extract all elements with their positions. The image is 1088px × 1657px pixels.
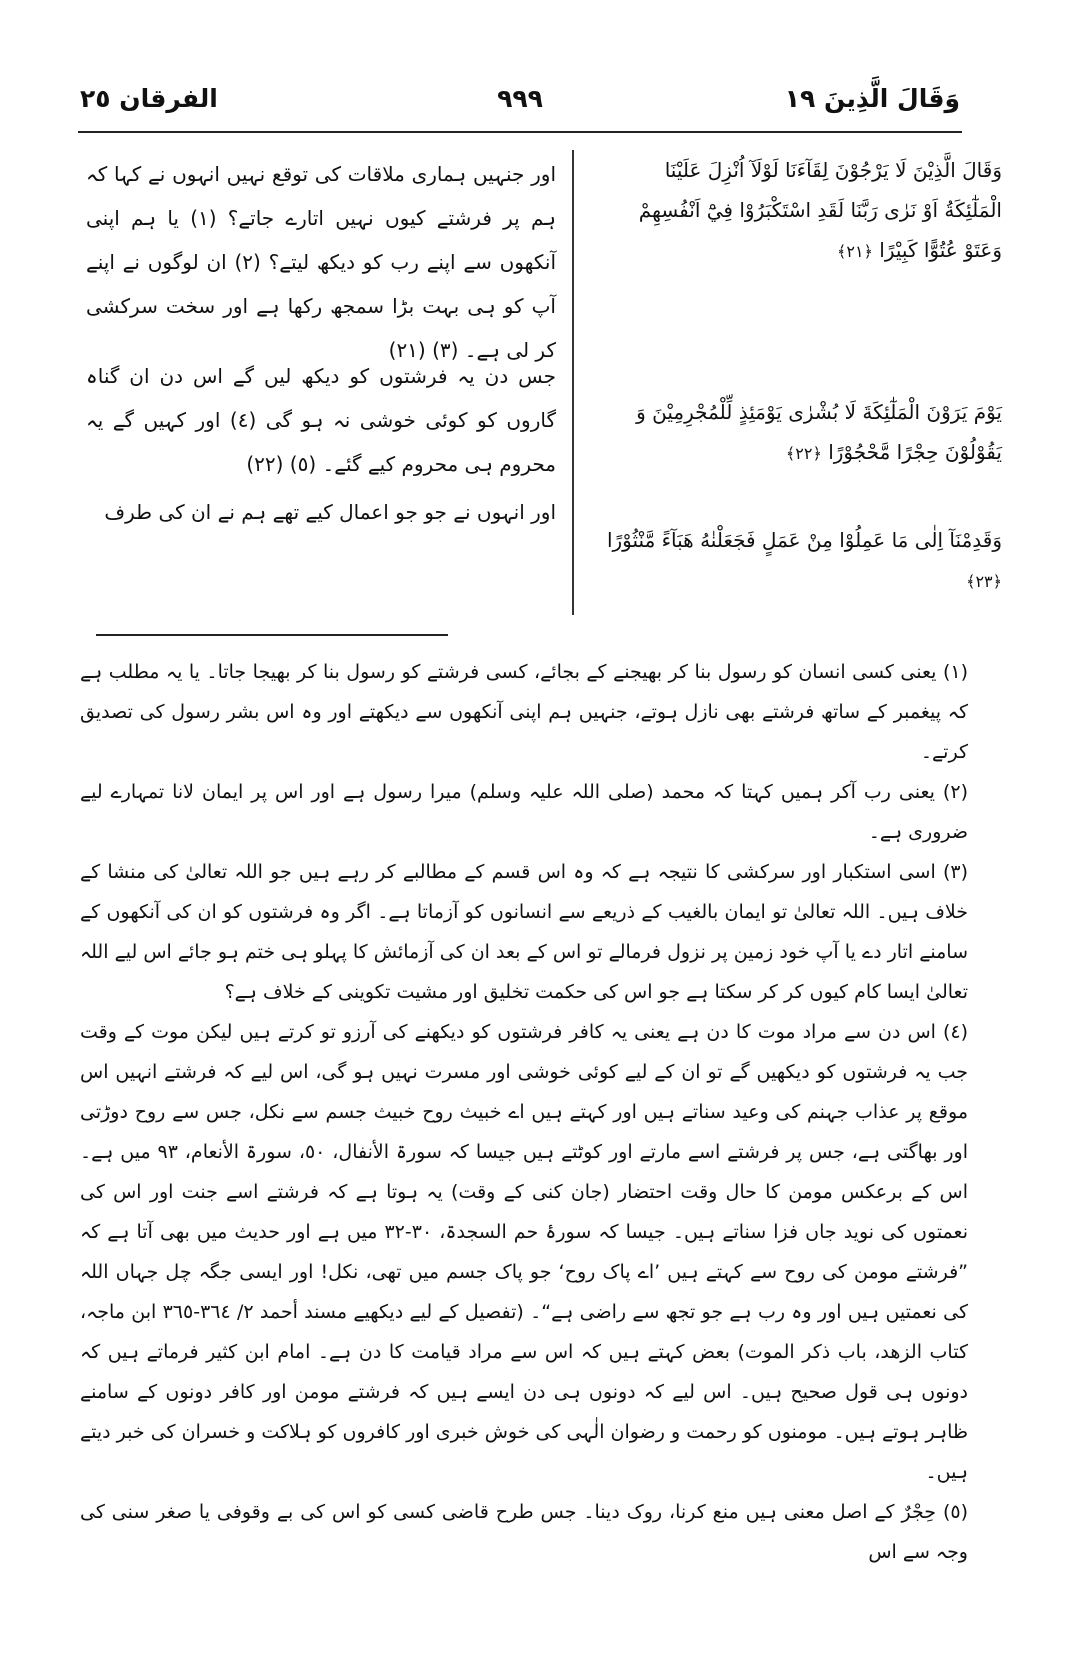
verse-line-text: يَقُوْلُوْنَ حِجْرًا مَّحْجُوْرًا bbox=[828, 440, 1002, 464]
translation-21: اور جنہیں ہماری ملاقات کی توقع نہیں انہوں نے کہا کہ ہم پر فرشتے کیوں نہیں اتارے جاتے؟ (١) یا ہم اپنی آنکھوں سے اپنے رب کو دیکھ لیتے؟ (٢) ان لوگوں نے اپنے آپ کو ہی بہت بڑا سمجھ رکھا ہے اور سخت سرکشی کر لی ہے۔ (٣) (٢١) bbox=[86, 162, 557, 362]
surah-title: الفرقان ٢٥ bbox=[80, 84, 218, 113]
translation-23: اور انہوں نے جو جو اعمال کیے تھے ہم نے ان کی طرف bbox=[104, 500, 556, 524]
verse-line-text: وَقَدِمْنَآ اِلٰى مَا عَمِلُوْا مِنْ عَمَلٍ فَجَعَلْنٰهُ هَبَآءً مَّنْثُوْرًا bbox=[606, 528, 1002, 552]
header-rule bbox=[78, 131, 962, 133]
column-divider bbox=[572, 150, 574, 615]
verse-23 bbox=[590, 520, 1002, 602]
verse-end-marker: ﴿٢١﴾ bbox=[836, 242, 873, 261]
verse-line-text: وَعَتَوْ عُتُوًّا كَبِيْرًا bbox=[879, 238, 1002, 262]
verse-line: يَوْمَ يَرَوْنَ الْمَلٰٓئِكَةَ لَا بُشْرٰى يَوْمَئِذٍ لِّلْمُجْرِمِيْنَ وَ bbox=[636, 400, 1002, 424]
verse-end-marker: ﴿٢٣﴾ bbox=[966, 572, 1002, 591]
footnotes bbox=[80, 652, 968, 1572]
verse-21 bbox=[590, 150, 1002, 272]
footnote-4: (٤) اس دن سے مراد موت کا دن ہے یعنی یہ کافر فرشتوں کو دیکھنے کی آرزو تو کرتے ہیں لیکن موت کے وقت جب یہ فرشتوں کو دیکھیں گے تو ان کے لیے کوئی خوشی اور مسرت نہیں ہو گی، اس لیے کہ فرشتے انہیں اس موقع پر عذاب جہنم کی وعید سناتے ہیں اور کہتے ہیں اے خبیث روح خبیث جسم سے نکل، جس سے روح دوڑتی اور بھاگتی ہے، جس پر فرشتے اسے مارتے اور کوٹتے ہیں جیسا کہ سورۃ الأنفال، ٥٠، سورۃ الأنعام، ٩٣ میں ہے۔ اس کے برعکس مومن کا حال وقت احتضار (جان کنی کے وقت) یہ ہوتا ہے کہ فرشتے اسے جنت اور اس کی نعمتوں کی نوید جاں فزا سناتے ہیں۔ جیسا کہ سورۂ حم السجدۃ، ٣٠-٣٢ میں ہے اور حدیث میں بھی آتا ہے کہ ”فرشتے مومن کی روح سے کہتے ہیں ’اے پاک روح‘ جو پاک جسم میں تھی، نکل! اور ایسی جگہ چل جہاں اللہ کی نعمتیں ہیں اور وہ رب ہے جو تجھ سے راضی ہے“۔ (تفصیل کے لیے دیکھیے مسند أحمد ٢/ ٣٦٤-٣٦٥ ابن ماجہ، کتاب الزھد، باب ذکر الموت) بعض کہتے ہیں کہ اس سے مراد قیامت کا دن ہے۔ امام ابن کثیر فرماتے ہیں کہ دونوں ہی قول صحیح ہیں۔ اس لیے کہ دونوں ہی دن ایسے ہیں کہ فرشتے مومن اور کافر دونوں کے سامنے ظاہر ہوتے ہیں۔ مومنوں کو رحمت و رضوان الٰہی کی خوش خبری اور کافروں کو ہلاکت و خسران کی خبر دیتے ہیں۔ bbox=[80, 1021, 968, 1483]
verse-line bbox=[590, 520, 1002, 602]
verse-line bbox=[590, 432, 1002, 474]
verse-number: ٢١ bbox=[846, 242, 864, 261]
translation-22: جس دن یہ فرشتوں کو دیکھ لیں گے اس دن ان گناہ گاروں کو کوئی خوشی نہ ہو گی (٤) اور کہیں گے یہ محروم ہی محروم کیے گئے۔ (٥) (٢٢) bbox=[86, 364, 556, 476]
footnote-1: (١) یعنی کسی انسان کو رسول بنا کر بھیجنے کے بجائے، کسی فرشتے کو رسول بنا کر بھیجا جاتا۔ یا یہ مطلب ہے کہ پیغمبر کے ساتھ فرشتے بھی نازل ہوتے، جنہیں ہم اپنی آنکھوں سے دیکھتے اور وہ اس بشر رسول کی تصدیق کرتے۔ bbox=[80, 661, 968, 763]
verse-line bbox=[590, 230, 1002, 272]
verse-end-marker: ﴿٢٢﴾ bbox=[785, 444, 822, 463]
page-number: ٩٩٩ bbox=[497, 84, 543, 113]
footnote-3: (٣) اسی استکبار اور سرکشی کا نتیجہ ہے کہ وہ اس قسم کے مطالبے کر رہے ہیں جو اللہ تعالیٰ کی منشا کے خلاف ہیں۔ اللہ تعالیٰ تو ایمان بالغیب کے ذریعے سے انسانوں کو آزماتا ہے۔ اگر وہ فرشتوں کو ان کی آنکھوں کے سامنے اتار دے یا آپ خود زمین پر نزول فرمالے تو اس کے بعد ان کی آزمائش کا پہلو ہی ختم ہو جائے اس لیے اللہ تعالیٰ ایسا کام کیوں کر کر سکتا ہے جو اس کی حکمت تخلیق اور مشیت تکوینی کے خلاف ہے؟ bbox=[80, 861, 968, 1003]
footnote-2: (٢) یعنی رب آکر ہمیں کہتا کہ محمد (صلی اللہ علیہ وسلم) میرا رسول ہے اور اس پر ایمان لانا تمہارے لیے ضروری ہے۔ bbox=[80, 781, 968, 843]
verse-line: الْمَلٰٓئِكَةُ اَوْ نَرٰى رَبَّنَا لَقَدِ اسْتَكْبَرُوْا فِيْٓ اَنْفُسِهِمْ bbox=[638, 198, 1002, 222]
footnote-5: (٥) حِجْرٌ کے اصل معنی ہیں منع کرنا، روک دینا۔ جس طرح قاضی کسی کو اس کی بے وقوفی یا صغر سنی کی وجہ سے اس bbox=[80, 1501, 968, 1563]
verse-line: وَقَالَ الَّذِيْنَ لَا يَرْجُوْنَ لِقَآءَنَا لَوْلَآ اُنْزِلَ عَلَيْنَا bbox=[664, 158, 1002, 182]
juz-title: وَقَالَ الَّذِينَ ١٩ bbox=[784, 84, 960, 113]
verse-number: ٢٣ bbox=[975, 572, 993, 591]
verse-number: ٢٢ bbox=[795, 444, 813, 463]
footnote-rule bbox=[96, 634, 448, 636]
page-header bbox=[80, 78, 960, 128]
verse-22 bbox=[590, 392, 1002, 474]
